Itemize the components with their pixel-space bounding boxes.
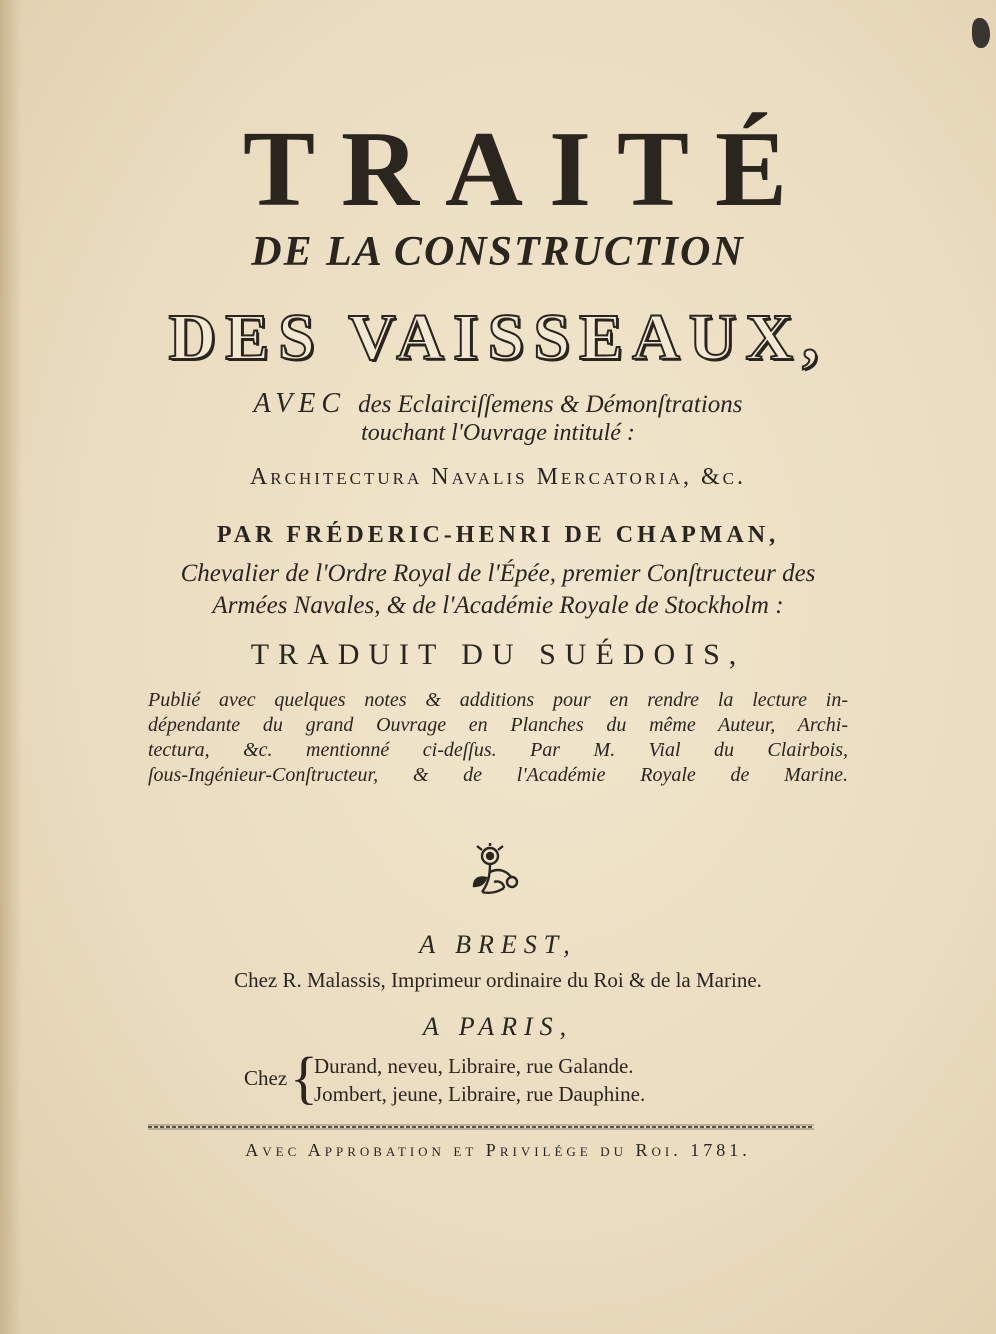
- chevalier-line-2: Armées Navales, & de l'Académie Royale de Stockholm :: [212, 592, 784, 619]
- chez-label: Chez: [244, 1066, 288, 1090]
- brest-heading: A BREST,: [419, 930, 577, 959]
- avec-rest: des Eclairciſſemens & Démonſtrations: [358, 391, 743, 418]
- publie-line: tectura, &c. mentionné ci-deſſus. Par M. Vial du Clairbois,: [148, 739, 848, 761]
- author-line: PAR FRÉDERIC-HENRI DE CHAPMAN,: [216, 522, 780, 548]
- publie-line: ſous-Ingénieur-Conſtructeur, & de l'Académie Royale de Marine.: [148, 764, 848, 786]
- floral-ornament-icon: [468, 842, 524, 900]
- paris-heading: A PARIS,: [422, 1012, 574, 1041]
- publie-line: Publié avec quelques notes & additions pour en rendre la lecture in-: [148, 689, 848, 711]
- publie-line: dépendante du grand Ouvrage en Planches du même Auteur, Archi-: [148, 714, 848, 736]
- brace-glyph: {: [290, 1045, 318, 1110]
- paris-booksellers: [244, 1045, 764, 1112]
- approbation-line: Avec Approbation et Privilége du Roi. 1781.: [245, 1140, 751, 1160]
- subtitle: DE LA CONSTRUCTION: [251, 229, 745, 275]
- brest-printer: Chez R. Malassis, Imprimeur ordinaire du Roi & de la Marine.: [234, 968, 762, 992]
- traduit-line: TRADUIT DU SUÉDOIS,: [250, 638, 746, 671]
- publie-paragraph: [148, 688, 848, 788]
- bookseller-jombert: Jombert, jeune, Libraire, rue Dauphine.: [314, 1082, 646, 1106]
- architectura-line: Architectura Navalis Mercatoria, &c.: [249, 464, 747, 490]
- page-title: TRAITÉ: [242, 110, 814, 229]
- ink-blot: [972, 18, 990, 48]
- bookseller-durand: Durand, neveu, Libraire, rue Galande.: [314, 1054, 634, 1078]
- touchant-line: touchant l'Ouvrage intitulé :: [361, 420, 635, 446]
- avec-line: [0, 388, 996, 420]
- decorative-rule: [148, 1124, 814, 1130]
- chevalier-line-1: Chevalier de l'Ordre Royal de l'Épée, premier Conſtructeur des: [180, 560, 816, 587]
- avec-word: AVEC: [253, 388, 347, 419]
- main-title: DES VAISSEAUX,: [168, 301, 828, 374]
